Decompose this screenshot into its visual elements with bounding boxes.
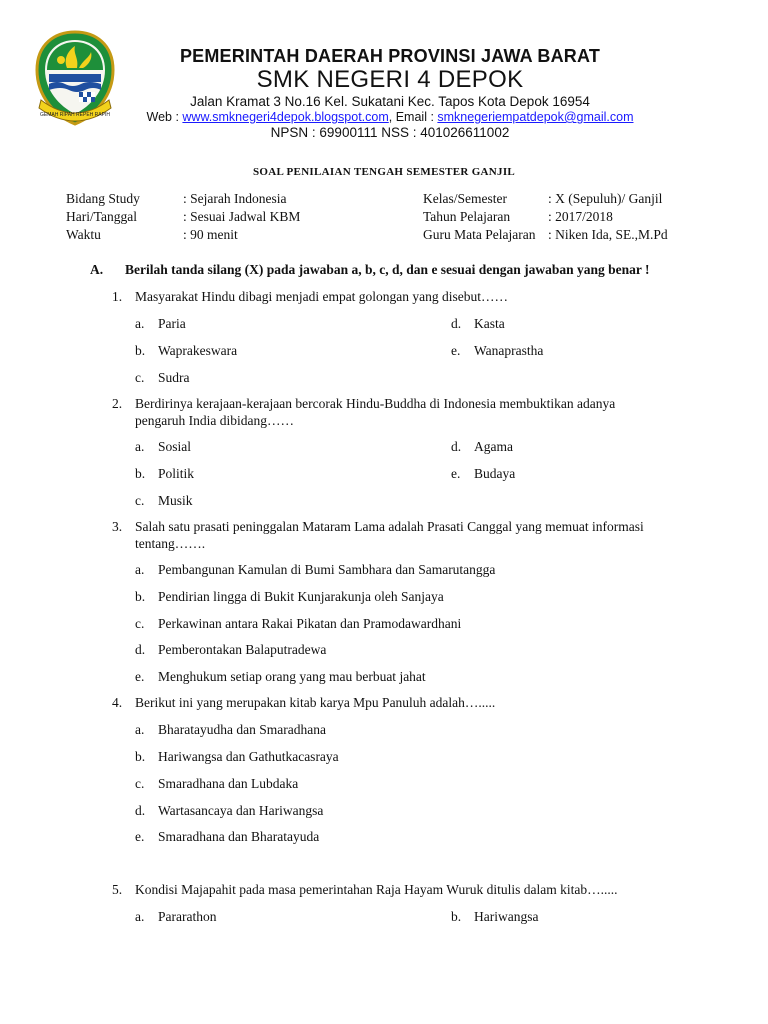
question-text: tentang…….	[135, 536, 206, 551]
option-text: Menghukum setiap orang yang mau berbuat jahat	[158, 669, 426, 684]
info-label: Hari/Tanggal	[66, 209, 138, 224]
option-text: Pararathon	[158, 909, 217, 924]
question-text: Berikut ini yang merupakan kitab karya Mpu Panuluh adalah….....	[135, 695, 496, 710]
option-letter: c.	[135, 776, 145, 791]
option-letter: b.	[135, 466, 146, 481]
question-text: pengaruh India dibidang……	[135, 413, 294, 428]
email-link[interactable]: smknegeriempatdepok@gmail.com	[437, 110, 634, 124]
option-letter: a.	[135, 722, 145, 737]
option-letter: b.	[135, 749, 146, 764]
question-text: Kondisi Majapahit pada masa pemerintahan Raja Hayam Wuruk ditulis dalam kitab….....	[135, 882, 618, 897]
option-letter: c.	[135, 370, 145, 385]
option-text: Budaya	[474, 466, 516, 481]
exam-title: SOAL PENILAIAN TENGAH SEMESTER GANJIL	[252, 166, 516, 178]
info-label: Guru Mata Pelajaran	[423, 227, 536, 242]
option-letter: c.	[135, 616, 145, 631]
info-value: : X (Sepuluh)/ Ganjil	[548, 191, 663, 206]
option-letter: d.	[135, 803, 146, 818]
question-text: Berdirinya kerajaan-kerajaan bercorak Hindu-Buddha di Indonesia membuktikan adanya	[135, 396, 616, 411]
government-name: PEMERINTAH DAERAH PROVINSI JAWA BARAT	[179, 46, 601, 66]
option-letter: c.	[135, 493, 145, 508]
option-letter: a.	[135, 562, 145, 577]
option-text: Kasta	[474, 316, 505, 331]
info-value: : Niken Ida, SE.,M.Pd	[548, 227, 668, 242]
option-text: Smaradhana dan Lubdaka	[158, 776, 299, 791]
school-name: SMK NEGERI 4 DEPOK	[256, 66, 524, 93]
option-letter: b.	[451, 909, 462, 924]
question-number: 1.	[112, 289, 123, 304]
section-letter: A.	[90, 262, 104, 277]
option-text: Politik	[158, 466, 195, 481]
option-letter: d.	[135, 642, 146, 657]
school-logo	[33, 30, 117, 126]
question-number: 3.	[112, 519, 123, 534]
info-value: : 2017/2018	[548, 209, 613, 224]
option-letter: b.	[135, 589, 146, 604]
option-text: Sudra	[158, 370, 190, 385]
option-text: Hariwangsa dan Gathutkacasraya	[158, 749, 339, 764]
option-text: Pembangunan Kamulan di Bumi Sambhara dan Samarutangga	[158, 562, 496, 577]
option-text: Bharatayudha dan Smaradhana	[158, 722, 326, 737]
info-right-labels	[423, 190, 535, 244]
option-letter: d.	[451, 439, 462, 454]
option-text: Sosial	[158, 439, 192, 454]
website-link[interactable]: www.smknegeri4depok.blogspot.com	[182, 110, 389, 124]
option-text: Pendirian lingga di Bukit Kunjarakunja oleh Sanjaya	[158, 589, 444, 604]
info-value: : Sesuai Jadwal KBM	[183, 209, 301, 224]
logo-motto: GEMAH RIPAH REPEH RAPIH	[40, 112, 110, 118]
option-text: Wanaprastha	[474, 343, 544, 358]
info-value: : Sejarah Indonesia	[183, 191, 287, 206]
option-letter: e.	[135, 669, 145, 684]
option-text: Waprakeswara	[158, 343, 238, 358]
option-text: Wartasancaya dan Hariwangsa	[158, 803, 324, 818]
info-label: Bidang Study	[66, 191, 140, 206]
question-number: 2.	[112, 396, 123, 411]
info-label: Waktu	[66, 227, 101, 242]
web-email-line	[130, 110, 650, 124]
info-value: : 90 menit	[183, 227, 238, 242]
option-letter: e.	[451, 343, 461, 358]
info-left-labels	[66, 190, 140, 244]
question-number: 5.	[112, 882, 123, 897]
npsn-nss: NPSN : 69900111 NSS : 401026611002	[270, 125, 510, 140]
option-text: Musik	[158, 493, 193, 508]
option-letter: a.	[135, 439, 145, 454]
option-letter: e.	[451, 466, 461, 481]
question-text: Salah satu prasati peninggalan Mataram Lama adalah Prasati Canggal yang memuat informasi	[135, 519, 644, 534]
option-text: Hariwangsa	[474, 909, 539, 924]
option-text: Perkawinan antara Rakai Pikatan dan Pramodawardhani	[158, 616, 462, 631]
option-letter: a.	[135, 909, 145, 924]
option-text: Agama	[474, 439, 513, 454]
email-label: , Email :	[388, 110, 438, 124]
option-text: Smaradhana dan Bharatayuda	[158, 829, 320, 844]
info-label: Tahun Pelajaran	[423, 209, 511, 224]
option-letter: b.	[135, 343, 146, 358]
option-text: Paria	[158, 316, 186, 331]
section-instruction: Berilah tanda silang (X) pada jawaban a, b, c, d, dan e sesuai dengan jawaban yang benar !	[125, 262, 650, 277]
web-label: Web :	[146, 110, 183, 124]
option-letter: e.	[135, 829, 145, 844]
info-label: Kelas/Semester	[423, 191, 507, 206]
info-right-values	[548, 190, 668, 244]
school-address: Jalan Kramat 3 No.16 Kel. Sukatani Kec. Tapos Kota Depok 16954	[190, 94, 590, 109]
question-text: Masyarakat Hindu dibagi menjadi empat golongan yang disebut……	[135, 289, 509, 304]
option-letter: a.	[135, 316, 145, 331]
option-text: Pemberontakan Balaputradewa	[158, 642, 327, 657]
option-letter: d.	[451, 316, 462, 331]
question-number: 4.	[112, 695, 123, 710]
info-left-values	[183, 190, 300, 244]
